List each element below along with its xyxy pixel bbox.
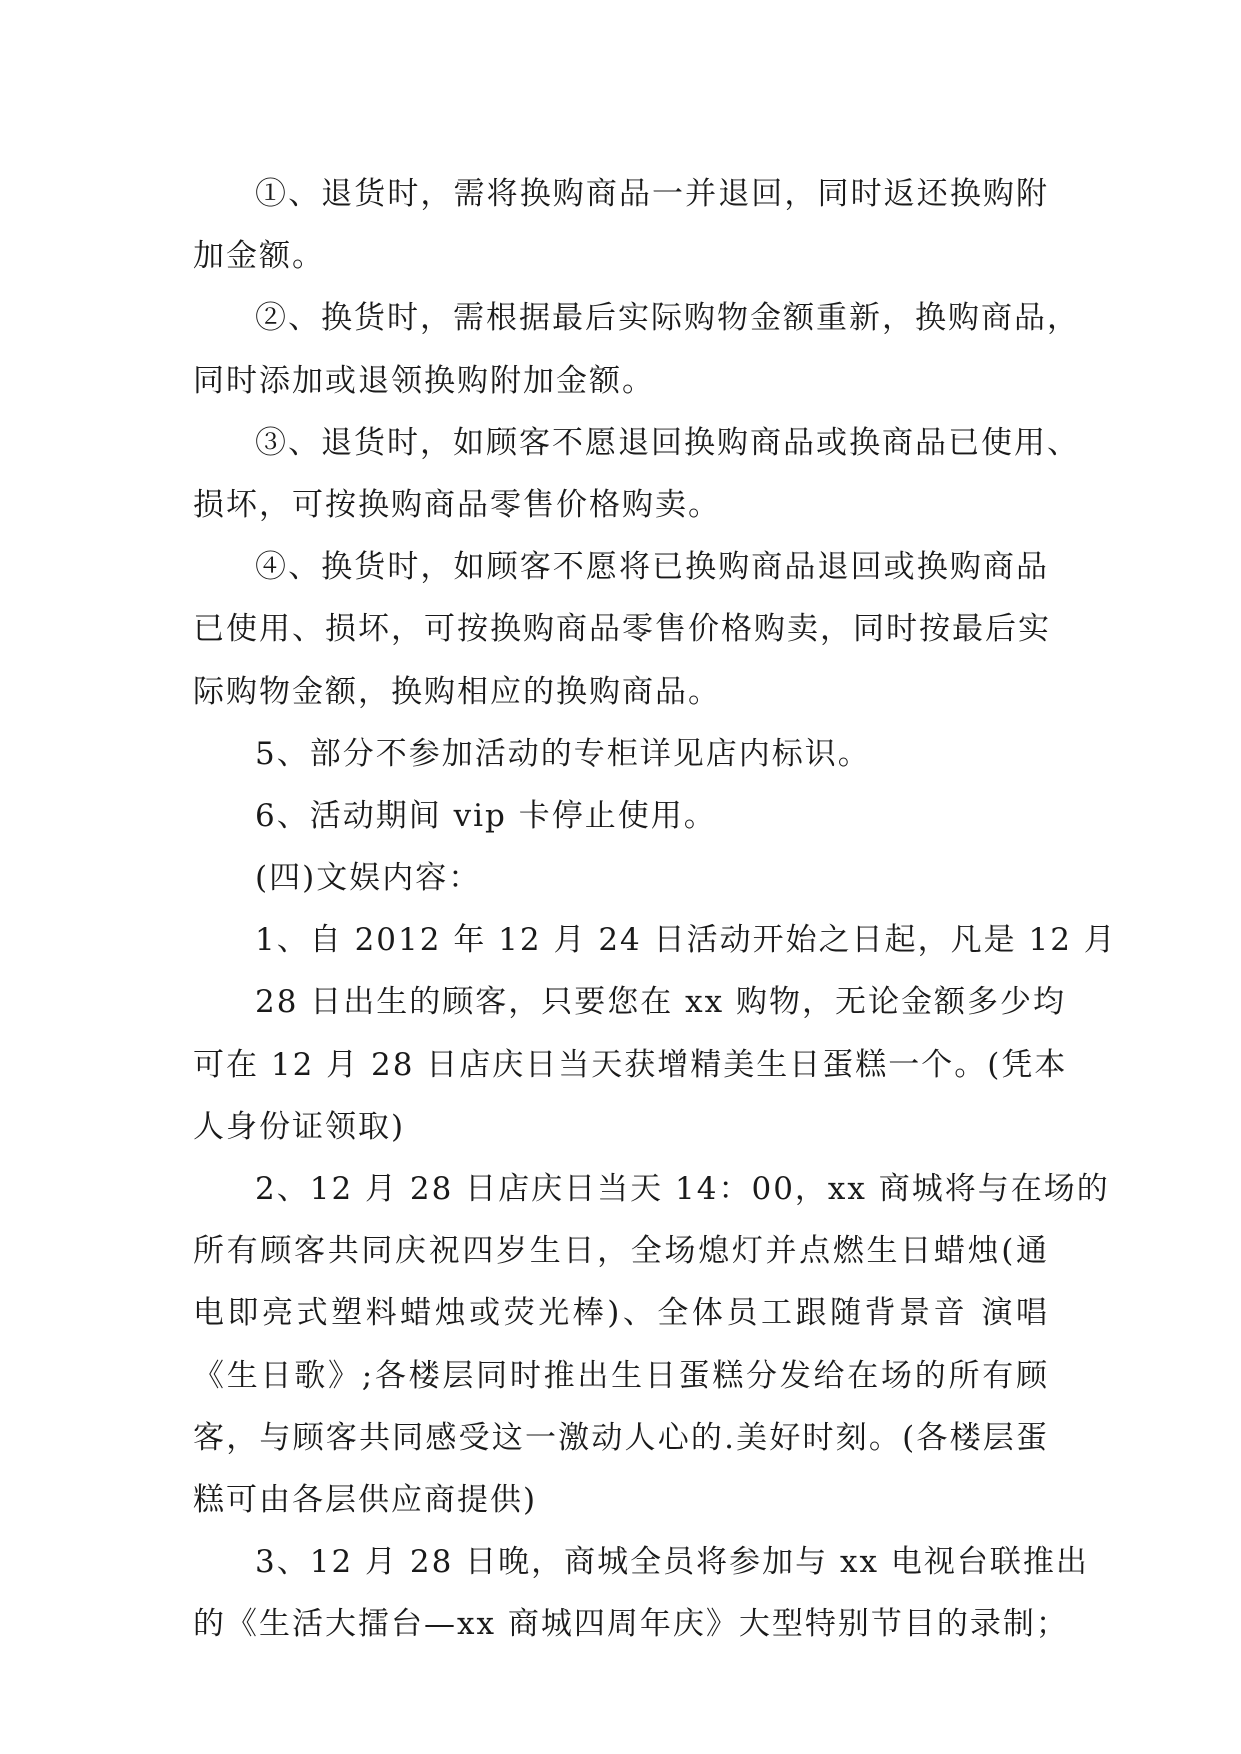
paragraph-line: 际购物金额，换购相应的换购商品。 (193, 673, 721, 710)
paragraph-line: ①、退货时，需将换购商品一并退回，同时返还换购附 (255, 176, 1049, 212)
paragraph-line: 损坏，可按换购商品零售价格购卖。 (193, 486, 721, 523)
paragraph-line: 1、自 2012 年 12 月 24 日活动开始之日起，凡是 12 月 (255, 922, 1117, 959)
paragraph-line: 3、12 月 28 日晚，商城全员将参加与 xx 电视台联推出 (255, 1544, 1089, 1581)
paragraph-line: ③、退货时，如顾客不愿退回换购商品或换商品已使用、 (255, 424, 1080, 461)
paragraph-line: ②、换货时，需根据最后实际购物金额重新，换购商品， (255, 300, 1080, 337)
paragraph-line: ④、换货时，如顾客不愿将已换购商品退回或换购商品 (255, 549, 1049, 586)
paragraph-line: 28 日出生的顾客，只要您在 xx 购物，无论金额多少均 (255, 984, 1066, 1021)
paragraph-line: 可在 12 月 28 日店庆日当天获增精美生日蛋糕一个。(凭本 (193, 1046, 1068, 1083)
paragraph-line: 的《生活大擂台—xx 商城四周年庆》大型特别节目的录制； (193, 1606, 1069, 1643)
paragraph-line: 所有顾客共同庆祝四岁生日，全场熄灯并点燃生日蜡烛(通 (193, 1233, 1049, 1270)
paragraph-line: 电即亮式塑料蜡烛或荧光棒)、全体员工跟随背景音 演唱 (193, 1295, 1049, 1332)
paragraph-line: 糕可由各层供应商提供) (193, 1481, 538, 1518)
paragraph-line: 5、部分不参加活动的专柜详见店内标识。 (255, 735, 871, 772)
paragraph-line: 6、活动期间 vip 卡停止使用。 (255, 797, 717, 834)
paragraph-line: 加金额。 (193, 238, 325, 275)
document-body (193, 163, 1117, 1656)
paragraph-line: 客，与顾客共同感受这一激动人心的.美好时刻。(各楼层蛋 (193, 1419, 1049, 1456)
paragraph-line: 2、12 月 28 日店庆日当天 14：00，xx 商城将与在场的 (255, 1171, 1110, 1207)
paragraph-line: 已使用、损坏，可按换购商品零售价格购卖，同时按最后实 (193, 611, 1051, 648)
paragraph-line: 同时添加或退领换购附加金额。 (193, 362, 655, 399)
paragraph-line: 《生日歌》;各楼层同时推出生日蛋糕分发给在场的所有顾 (193, 1357, 1049, 1394)
section-heading: (四)文娱内容： (255, 860, 482, 897)
paragraph-line: 人身份证领取) (193, 1108, 406, 1145)
